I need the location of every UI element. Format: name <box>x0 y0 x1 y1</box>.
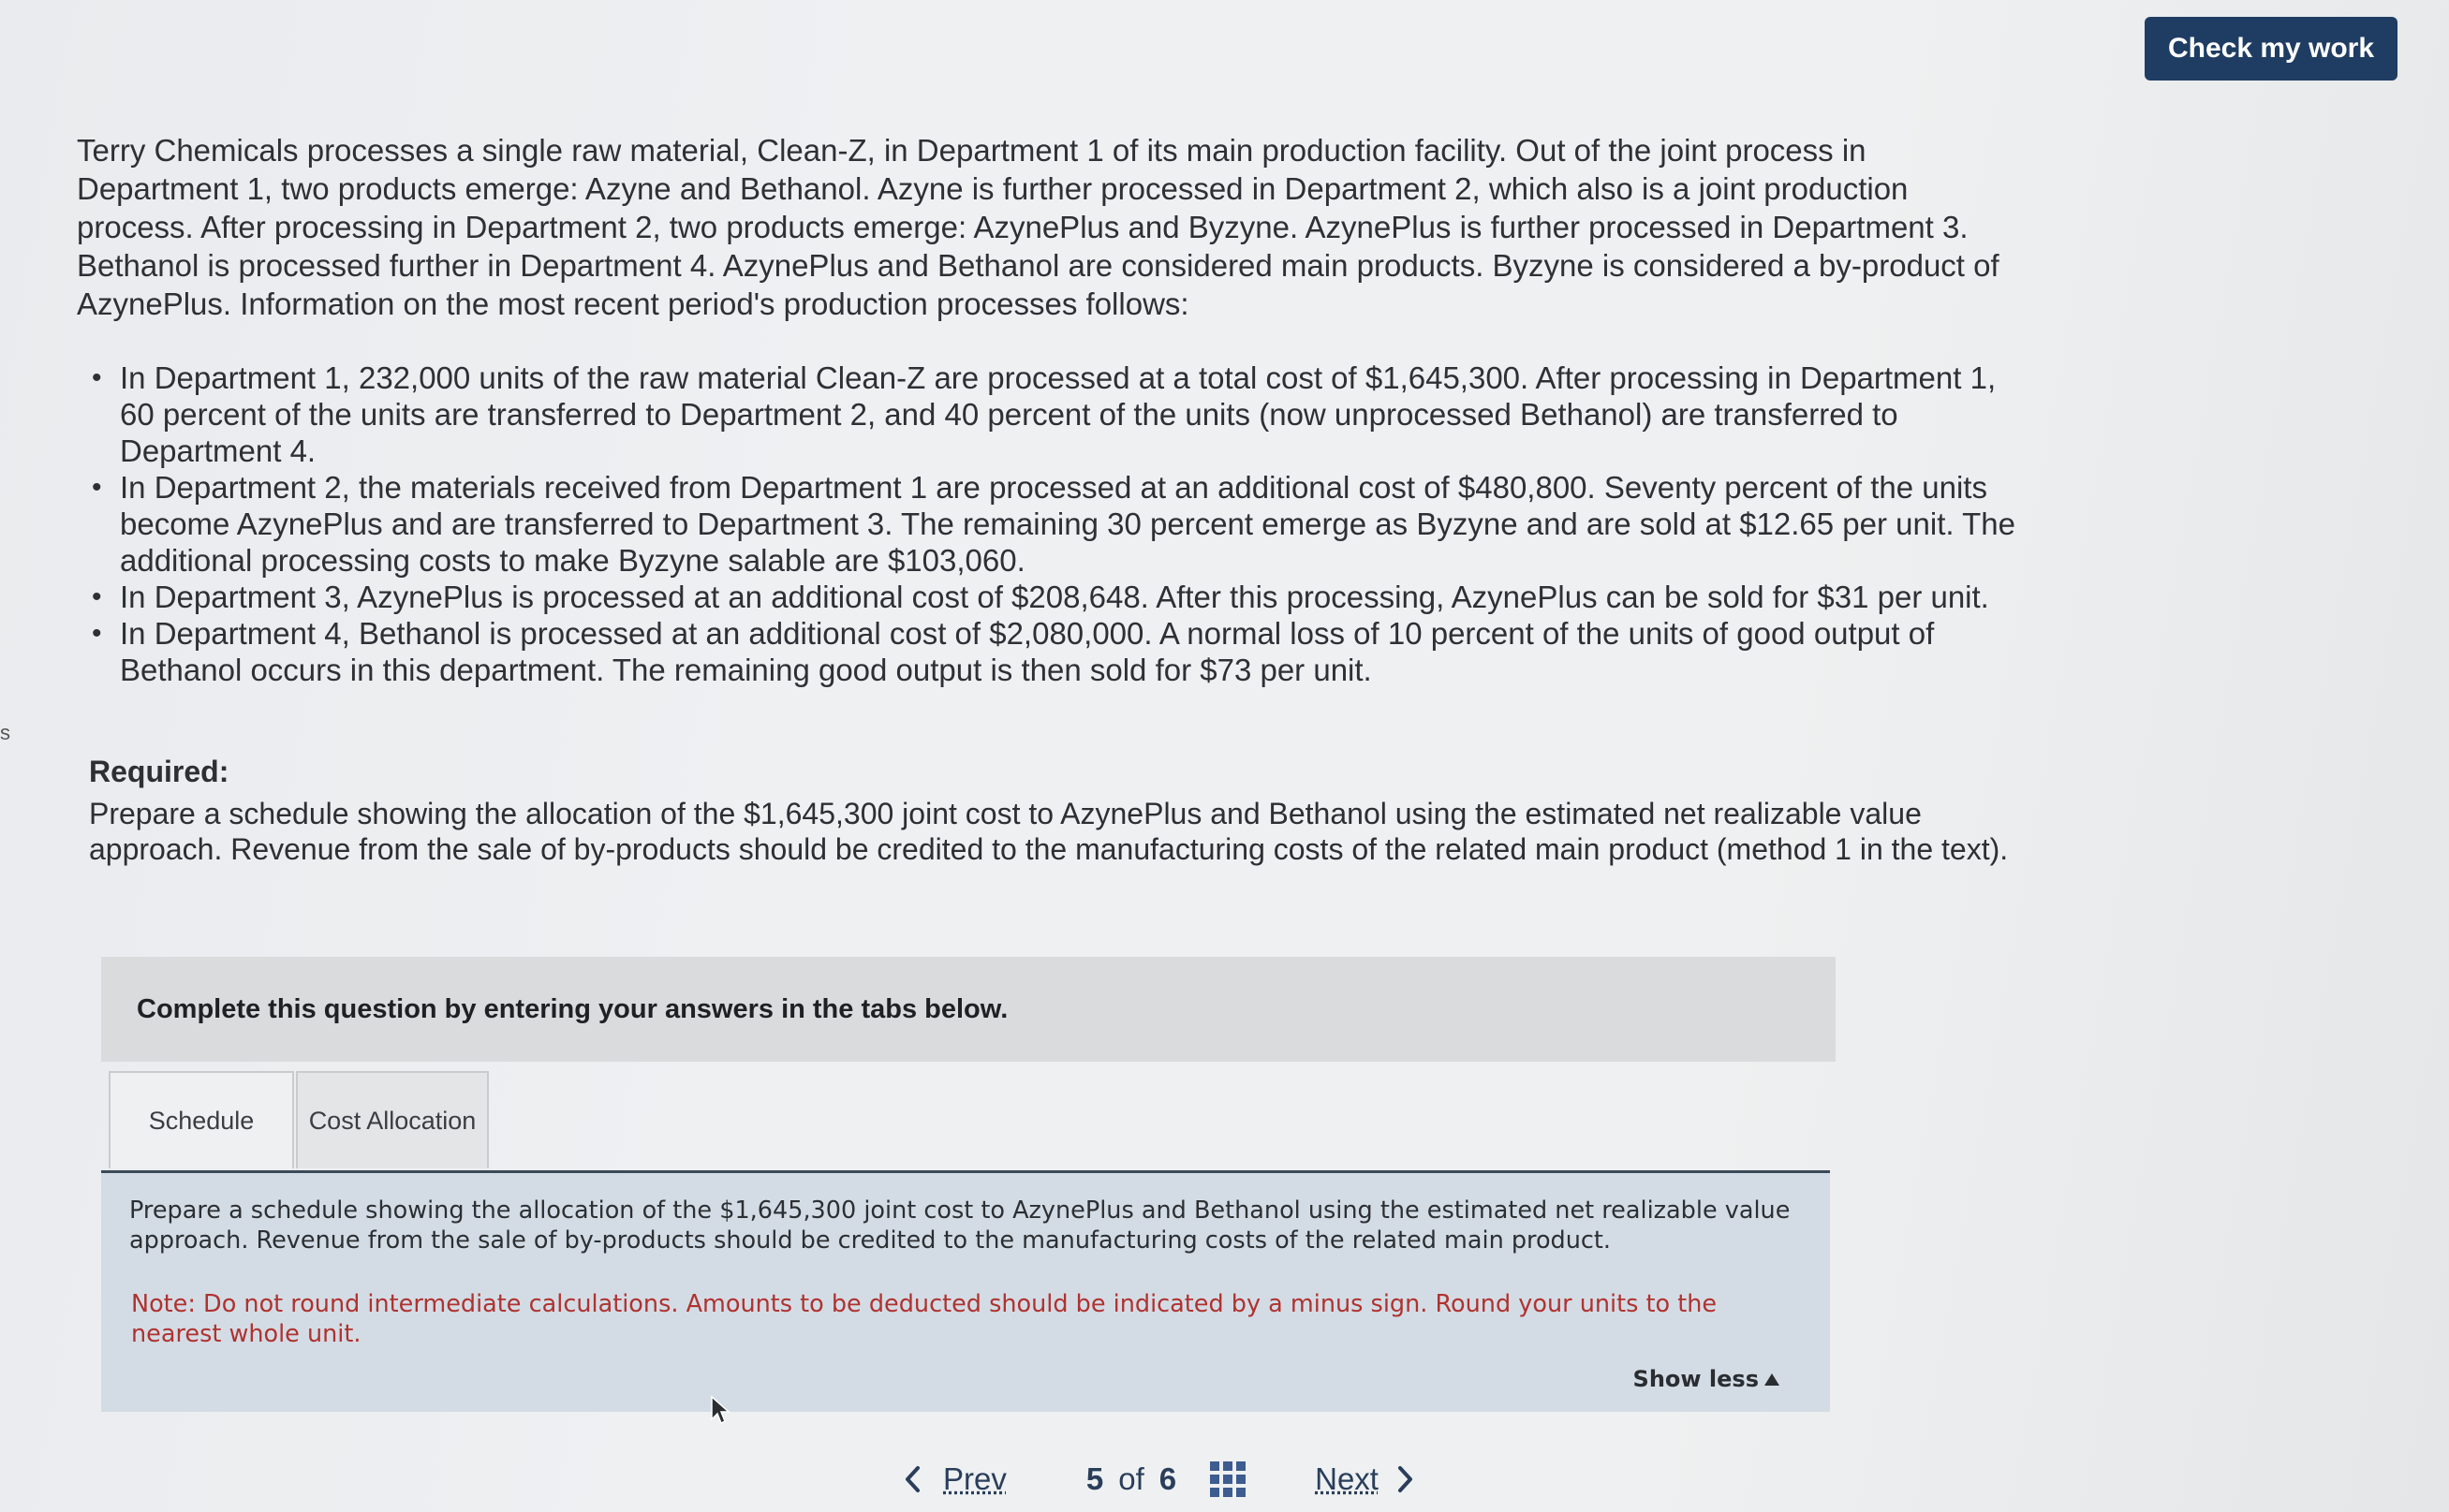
answer-tabs <box>109 1071 489 1168</box>
total-pages: 6 <box>1158 1461 1177 1496</box>
show-less-label: Show less <box>1632 1366 1759 1392</box>
edge-mark: s <box>0 721 10 744</box>
pagination <box>904 1453 1414 1505</box>
panel-description: Prepare a schedule showing the allocation of the $1,645,300 joint cost to AzynePlus and Bethanol using the estimated net realizable value approach. Revenue from the sale of by-products should be credited to the manufacturing costs of the related main product. <box>129 1196 1791 1255</box>
next-label: Next <box>1315 1461 1379 1496</box>
required-text: Prepare a schedule showing the allocation of the $1,645,300 joint cost to AzynePlus and Bethanol using the estimated net realizable value approach. Revenue from the sale of by-products should be credited to the manufacturing costs of the related main product (method 1 in the text). <box>89 797 2009 866</box>
page-indicator <box>1086 1461 1176 1497</box>
tab-cost-allocation[interactable] <box>296 1071 489 1168</box>
show-less-toggle[interactable] <box>1633 1366 1779 1392</box>
of-label: of <box>1118 1461 1144 1496</box>
tab-panel-schedule <box>101 1170 1830 1412</box>
bullet-department-4: • In Department 4, Bethanol is processed at an additional cost of $2,080,000. A normal loss of 10 percent of the units of good output of Bethanol occurs in this department. The remaining good output is then sold for $73 per unit. <box>120 615 2030 688</box>
bullet-department-2: • In Department 2, the materials received from Department 1 are processed at an additional cost of $480,800. Seventy percent of the units become AzynePlus and are transferred to Department 3. The remaining 30 percent emerge as Byzyne and are sold at $12.65 per unit. The additional processing costs to make Byzyne salable are $103,060. <box>120 469 2030 579</box>
question-grid-icon[interactable] <box>1210 1461 1246 1497</box>
bullet-department-3: • In Department 3, AzynePlus is processed at an additional cost of $208,648. After this processing, AzynePlus can be sold for $31 per unit. <box>120 579 2030 615</box>
check-my-work-button[interactable]: Check my work <box>2145 17 2397 81</box>
panel-note: Note: Do not round intermediate calculations. Amounts to be deducted should be indicated by a minus sign. Round your units to the nearest whole unit. <box>131 1290 1718 1348</box>
instruction-text: Complete this question by entering your answers in the tabs below. <box>137 993 1009 1024</box>
problem-bullets <box>120 360 2030 688</box>
instruction-bar <box>101 957 1836 1062</box>
chevron-right-icon <box>1395 1465 1414 1493</box>
bullet-department-1: • In Department 1, 232,000 units of the raw material Clean-Z are processed at a total cost of $1,645,300. After processing in Department 1, 60 percent of the units are transferred to Department 2, and 40 percent of the units (now unprocessed Bethanol) are transferred to Department 4. <box>120 360 2030 469</box>
triangle-up-icon <box>1764 1373 1779 1386</box>
required-label: Required: <box>89 755 229 788</box>
problem-intro: Terry Chemicals processes a single raw material, Clean-Z, in Department 1 of its main production facility. Out of the joint process in Department 1, two products emerge: Azyne and Bethanol. Azyne is further processed in Department 2, which also is a joint production process. After processing in Department 2, two products emerge: AzynePlus and Byzyne. AzynePlus is further processed in Department 3. Bethanol is processed further in Department 4. AzynePlus and Bethanol are considered main products. Byzyne is considered a by-product of AzynePlus. Information on the most recent period's production processes follows: <box>77 133 1999 321</box>
tab-cost-allocation-label: Cost Allocation <box>308 1106 477 1135</box>
prev-label: Prev <box>943 1461 1007 1496</box>
tab-schedule[interactable] <box>109 1071 294 1168</box>
mouse-cursor-icon <box>710 1395 732 1427</box>
current-page: 5 <box>1085 1461 1104 1496</box>
tab-schedule-label: Schedule <box>148 1106 255 1135</box>
next-button[interactable] <box>1315 1461 1414 1497</box>
prev-button[interactable] <box>904 1461 1007 1497</box>
chevron-left-icon <box>904 1465 922 1493</box>
